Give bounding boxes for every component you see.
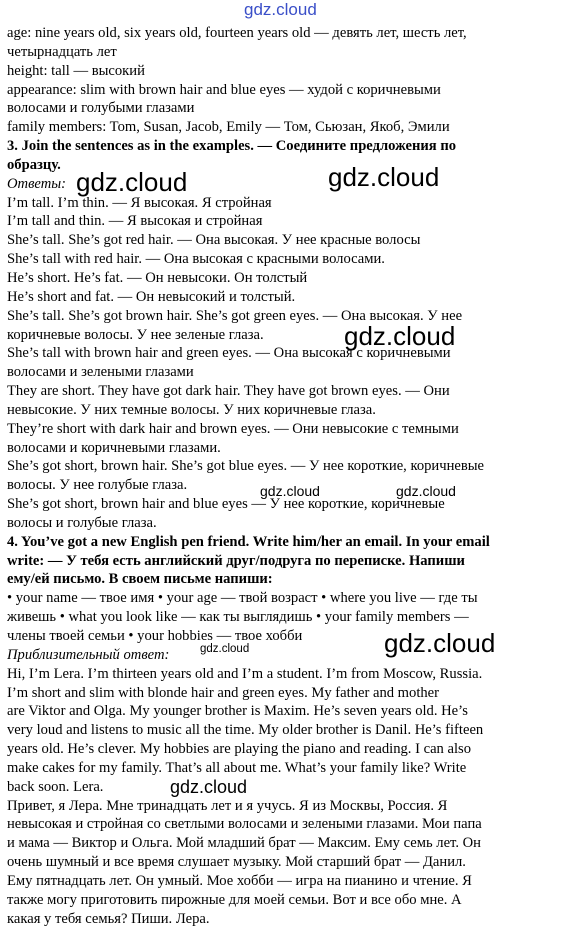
text-line: She’s got short, brown hair. She’s got blue eyes. — У нее короткие, коричневые — [7, 458, 485, 475]
watermark: gdz.cloud — [396, 483, 456, 499]
text-line: very loud and listens to music all the time. My older brother is Danil. He’s fifteen — [7, 722, 484, 739]
text-line: какая у тебя семья? Пиши. Лера. — [7, 910, 210, 927]
watermark: gdz.cloud — [328, 162, 440, 192]
text-line: коричневые волосы. У нее зеленые глаза. — [7, 326, 264, 343]
text-line: волосы и голубые глаза. — [7, 514, 157, 531]
text-line: • your name — твое имя • your age — твой возраст • where you live — где ты — [7, 590, 478, 607]
text-line: I’m tall. I’m thin. — Я высокая. Я стройная — [7, 194, 272, 211]
text-line: They are short. They have got dark hair. They have got brown eyes. — Они — [7, 383, 450, 400]
task-4-heading: 4. You’ve got a new English pen friend. Write him/her an email. In your email — [7, 533, 490, 550]
text-line: are Viktor and Olga. My younger brother is Maxim. He’s seven years old. He’s — [7, 703, 468, 720]
text-line: He’s short and fat. — Он невысокий и толстый. — [7, 288, 296, 305]
text-line: She’s tall. She’s got red hair. — Она высокая. У нее красные волосы — [7, 232, 421, 249]
text-line: живешь • what you look like — как ты выглядишь • your family members — — [7, 609, 469, 626]
text-line: члены твоей семьи • your hobbies — твое хобби — [7, 628, 303, 644]
text-line: They’re short with dark hair and brown eyes. — Они невысокие с темными — [7, 420, 459, 437]
text-line: четырнадцать лет — [7, 43, 117, 60]
text-line: также могу приготовить пирожные для моей семьи. Вот и все обо мне. А — [7, 891, 462, 908]
text-line: волосами и коричневыми глазами. — [7, 439, 221, 456]
text-line: She’s tall. She’s got brown hair. She’s got green eyes. — Она высокая. У нее — [7, 307, 463, 324]
task-4-heading: ему/ей письмо. В своем письме напиши: — [7, 571, 273, 588]
watermark: gdz.cloud — [170, 777, 248, 797]
text-line: Ему пятнадцать лет. Он умный. Мое хобби — игра на пианино и чтение. Я — [7, 872, 472, 889]
text-line: волосами и голубыми глазами — [7, 100, 195, 117]
watermark: gdz.cloud — [384, 628, 496, 658]
task-3-heading: образцу. — [7, 156, 61, 173]
watermark: gdz.cloud — [76, 167, 188, 197]
sample-answer-label: Приблизительный ответ: — [7, 646, 170, 663]
text-line: I’m short and slim with blonde hair and green eyes. My father and mother — [7, 684, 440, 701]
task-4-heading: write: — У тебя есть английский друг/подруга по переписке. Напиши — [7, 552, 465, 569]
text-line: I’m tall and thin. — Я высокая и стройная — [7, 213, 263, 230]
text-line: She’s got short, brown hair and blue eyes — У нее короткие, коричневые — [7, 496, 445, 513]
text-line: back soon. Lera. — [7, 778, 104, 795]
text-line: years old. He’s clever. My hobbies are playing the piano and reading. I can also — [7, 741, 472, 758]
watermark: gdz.cloud — [200, 643, 250, 655]
text-line: волосы. У нее голубые глаза. — [7, 477, 188, 494]
watermark: gdz.cloud — [260, 483, 320, 499]
task-3-heading: 3. Join the sentences as in the examples. — Соедините предложения по — [7, 138, 457, 155]
text-line: family members: Tom, Susan, Jacob, Emily — Том, Сьюзан, Якоб, Эмили — [7, 119, 450, 136]
text-line: невысокие. У них темные волосы. У них коричневые глаза. — [7, 401, 376, 418]
text-line: и мама — Виктор и Ольга. Мой младший брат — Максим. Ему семь лет. Он — [7, 835, 481, 852]
text-line: He’s short. He’s fat. — Он невысоки. Он толстый — [7, 269, 308, 286]
text-line: Привет, я Лера. Мне тринадцать лет и я учусь. Я из Москвы, Россия. Я — [7, 797, 448, 814]
watermark: gdz.cloud — [344, 321, 456, 351]
text-line: очень шумный и все время слушает музыку. Мой старший брат — Данил. — [7, 854, 466, 871]
text-line: appearance: slim with brown hair and blue eyes — худой с коричневыми — [7, 81, 441, 98]
answers-label: Ответы: — [7, 175, 66, 192]
text-line: She’s tall with brown hair and green eyes. — Она высокая с коричневыми — [7, 345, 451, 362]
text-line: make cakes for my family. That’s all about me. What’s your family like? Write — [7, 759, 467, 776]
text-line: волосами и зелеными глазами — [7, 364, 194, 381]
text-line: Hi, I’m Lera. I’m thirteen years old and I’m a student. I’m from Moscow, Russia. — [7, 665, 483, 682]
document-body — [7, 24, 563, 929]
text-line: age: nine years old, six years old, fourteen years old — девять лет, шесть лет, — [7, 25, 467, 41]
text-line: невысокая и стройная со светлыми волосами и зелеными глазами. Мои папа — [7, 816, 482, 833]
text-line: height: tall — высокий — [7, 62, 145, 79]
text-line: She’s tall with red hair. — Она высокая с красными волосами. — [7, 251, 385, 268]
watermark-top: gdz.cloud — [244, 0, 317, 19]
